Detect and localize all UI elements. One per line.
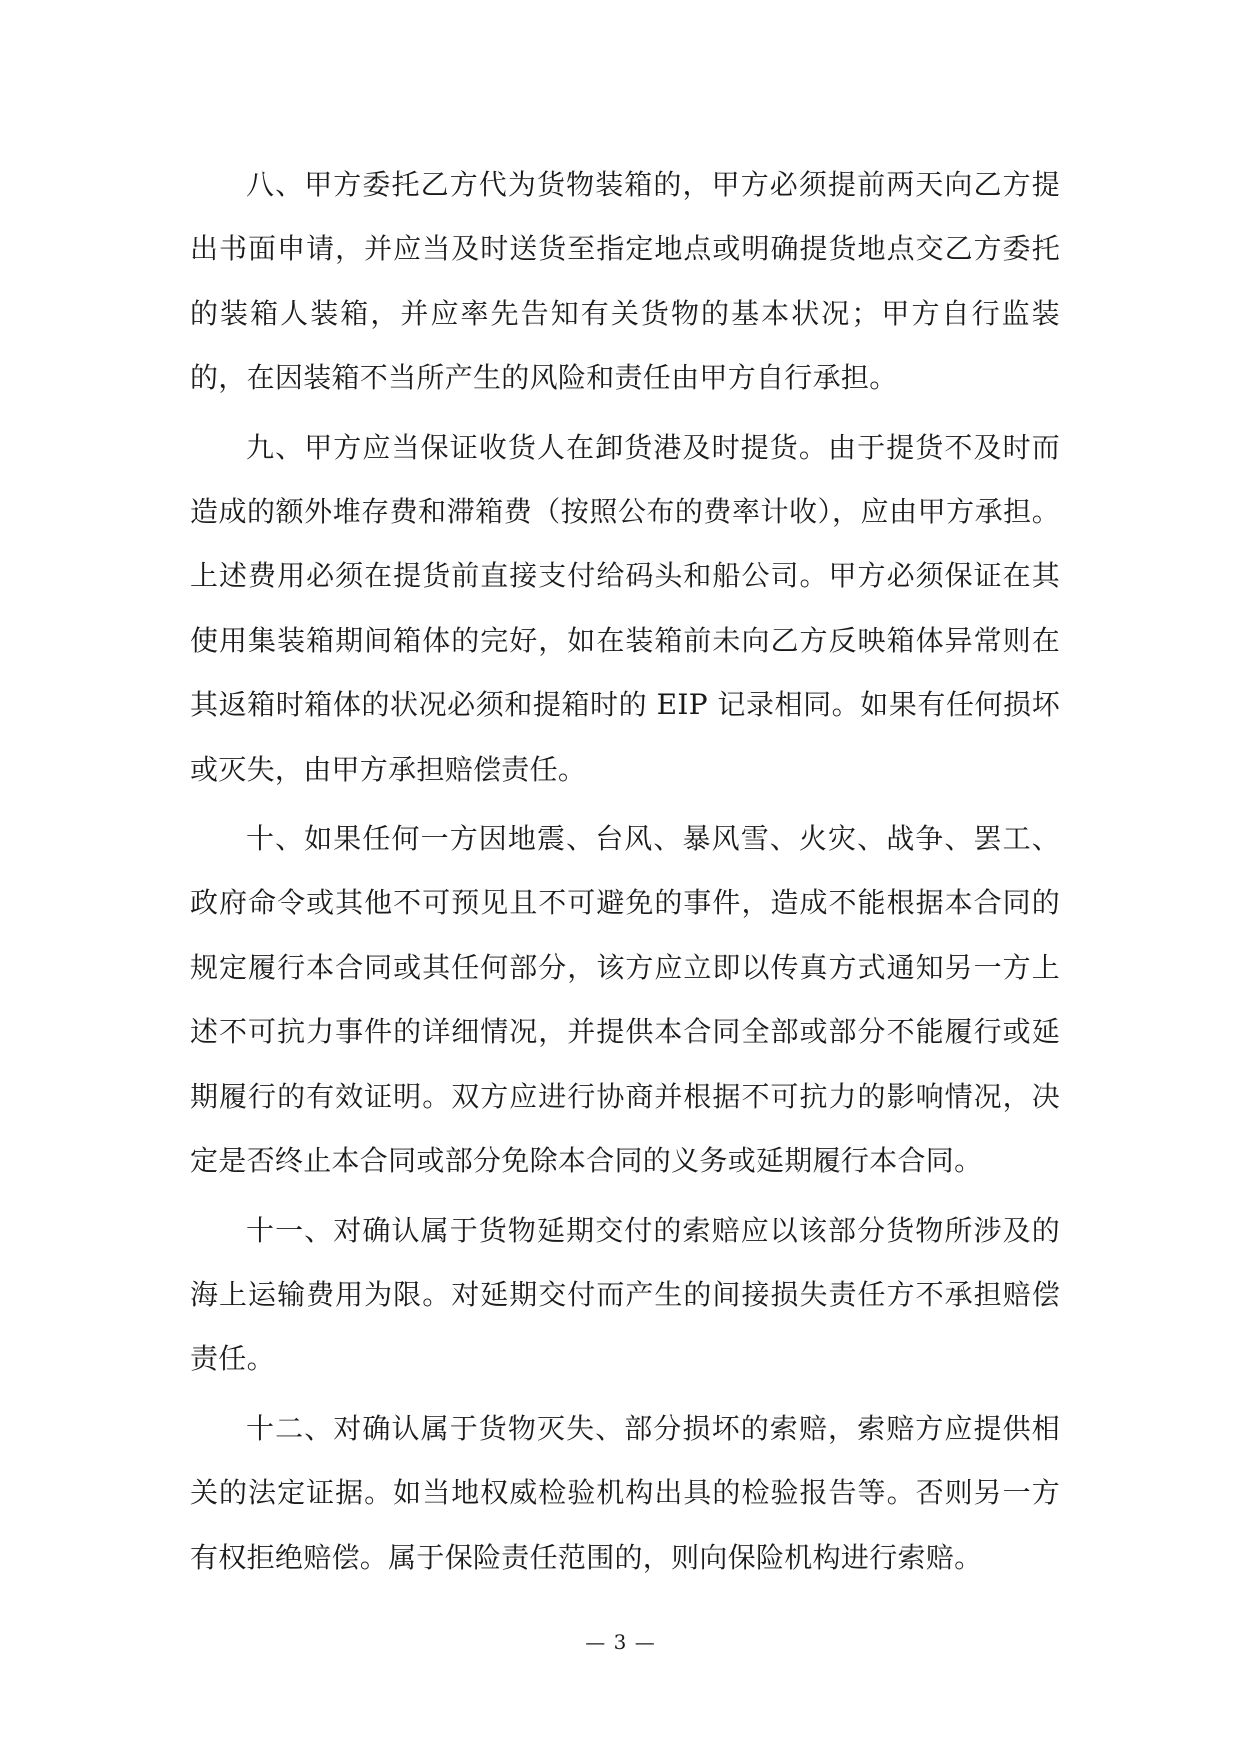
contract-body <box>190 153 1060 1595</box>
clause-8: 八、甲方委托乙方代为货物装箱的，甲方必须提前两天向乙方提出书面申请，并应当及时送货至指定地点或明确提货地点交乙方委托的装箱人装箱，并应率先告知有关货物的基本状况；甲方自行监装的，在因装箱不当所产生的风险和责任由甲方自行承担。 <box>190 168 1060 395</box>
clause-10: 十、如果任何一方因地震、台风、暴风雪、火灾、战争、罢工、政府命令或其他不可预见且不可避免的事件，造成不能根据本合同的规定履行本合同或其任何部分，该方应立即以传真方式通知另一方上述不可抗力事件的详细情况，并提供本合同全部或部分不能履行或延期履行的有效证明。双方应进行协商并根据不可抗力的影响情况，决定是否终止本合同或部分免除本合同的义务或延期履行本合同。 <box>190 822 1060 1178</box>
clause-11: 十一、对确认属于货物延期交付的索赔应以该部分货物所涉及的海上运输费用为限。对延期交付而产生的间接损失责任方不承担赔偿责任。 <box>190 1213 1060 1376</box>
clause-9: 九、甲方应当保证收货人在卸货港及时提货。由于提货不及时而造成的额外堆存费和滞箱费（按照公布的费率计收），应由甲方承担。上述费用必须在提货前直接支付给码头和船公司。甲方必须保证在其使用集装箱期间箱体的完好，如在装箱前未向乙方反映箱体异常则在其返箱时箱体的状况必须和提箱时的 EIP 记录相同。如果有任何损坏或灭失，由甲方承担赔偿责任。 <box>190 430 1060 786</box>
page-number: — 3 — <box>585 1630 656 1654</box>
clause-12: 十二、对确认属于货物灭失、部分损坏的索赔，索赔方应提供相关的法定证据。如当地权威检验机构出具的检验报告等。否则另一方有权拒绝赔偿。属于保险责任范围的，则向保险机构进行索赔。 <box>190 1411 1060 1574</box>
